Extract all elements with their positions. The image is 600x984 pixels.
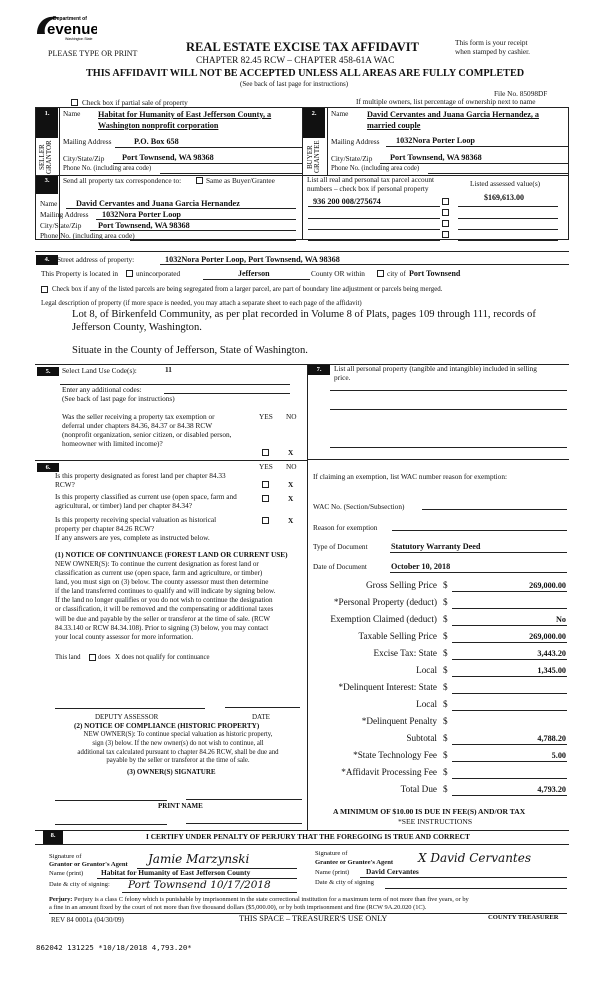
- section-4-number: 4.: [36, 255, 58, 265]
- deputy-assessor-label: DEPUTY ASSESSOR: [95, 713, 159, 721]
- legal-description-2: Jefferson County, Washington.: [72, 322, 202, 333]
- section-5-number: 5.: [37, 367, 59, 376]
- forest-no-mark[interactable]: X: [288, 480, 294, 489]
- notice-continuance-title: (1) NOTICE OF CONTINUANCE (FOREST LAND OR CURRENT USE): [55, 550, 288, 559]
- additional-codes-label: Enter any additional codes:: [62, 385, 142, 394]
- same-as-buyer-checkbox[interactable]: [196, 177, 203, 184]
- perjury-label: Perjury:: [49, 896, 73, 903]
- yes-header: YES: [259, 412, 273, 421]
- buyer-side-label: BUYER GRANTEE: [306, 140, 321, 174]
- historic-no-mark[interactable]: X: [288, 516, 294, 525]
- file-no: File No. 85098DF: [494, 89, 548, 98]
- parcel-header-2: numbers – check box if personal property: [307, 184, 429, 193]
- grantee-name[interactable]: David Cervantes: [366, 867, 419, 876]
- street-label: Street address of property:: [57, 255, 135, 264]
- historic-question-2: property per chapter 84.26 RCW?: [55, 524, 155, 533]
- section-3-number: 3.: [36, 176, 58, 194]
- county-treasurer: COUNTY TREASURER: [488, 914, 559, 921]
- land-use-code[interactable]: 11: [165, 365, 172, 374]
- historic-yes-checkbox[interactable]: [262, 517, 269, 524]
- exemption-question-3: (nonprofit organization, senior citizen, or disabled person,: [62, 430, 232, 439]
- section-1-number: 1.: [36, 108, 58, 138]
- dollar-sign: $: [443, 750, 448, 760]
- unincorporated-label: unincorporated: [136, 269, 181, 278]
- tax-row-label: *Delinquent Penalty: [361, 716, 437, 726]
- tax-row-value[interactable]: 3,443.20: [537, 649, 566, 658]
- cashier-stamp: 862042 131225 *10/18/2018 4,793.20*: [36, 943, 192, 952]
- revenue-logo: [35, 12, 97, 42]
- receipt-note: This form is your receipt: [455, 38, 528, 47]
- legal-description: Lot 8, of Birkenfeld Community, as per plat recorded in Volume 8 of Plats, pages 109 through 111, records of: [72, 309, 536, 320]
- dollar-sign: $: [443, 580, 448, 590]
- tax-row-label: Subtotal: [406, 733, 437, 743]
- tax-row-label: Total Due: [400, 784, 437, 794]
- dollar-sign: $: [443, 597, 448, 607]
- tax-row-line: [452, 795, 567, 796]
- see-instructions: *SEE INSTRUCTIONS: [398, 817, 473, 826]
- tax-row-value[interactable]: 4,788.20: [537, 734, 566, 743]
- revision-label: REV 84 0001a (04/30/09): [51, 916, 124, 924]
- seller-mail-label: Mailing Address: [63, 137, 112, 146]
- wac-label: WAC No. (Section/Subsection): [313, 502, 405, 511]
- warning: THIS AFFIDAVIT WILL NOT BE ACCEPTED UNLESS ALL AREAS ARE FULLY COMPLETED: [86, 68, 525, 79]
- dollar-sign: $: [443, 665, 448, 675]
- tax-row-value[interactable]: 5.00: [551, 751, 566, 760]
- segregated-checkbox[interactable]: [41, 286, 48, 293]
- send-correspondence-label: Send all property tax correspondence to:: [63, 176, 182, 185]
- tax-row-line: [452, 693, 567, 694]
- dollar-sign: $: [443, 716, 448, 726]
- buyer-mail-label: Mailing Address: [331, 137, 380, 146]
- tax-row-value[interactable]: 1,345.00: [537, 666, 566, 675]
- parcel-number[interactable]: 936 200 008/275674: [313, 197, 381, 206]
- dollar-sign: $: [443, 767, 448, 777]
- current-use-question-2: agricultural, or timber) land per chapter 84.34?: [55, 501, 192, 510]
- section-7-number: 7.: [308, 365, 330, 375]
- exemption-question-4: homeowner with limited income)?: [62, 439, 163, 448]
- exemption-question-2: deferral under chapters 84.36, 84.37 or 84.38 RCW: [62, 421, 213, 430]
- grantor-agent-label: Grantor or Grantor's Agent: [49, 861, 128, 868]
- does-label: does: [98, 654, 111, 661]
- exemption-question: Was the seller receiving a property tax exemption or: [62, 412, 215, 421]
- dollar-sign: $: [443, 733, 448, 743]
- city-checkbox[interactable]: [377, 270, 384, 277]
- personal-property-label: List all personal property (tangible and intangible) included in selling: [334, 364, 537, 373]
- sig-of-label: Signature of: [315, 850, 348, 857]
- assessed-header: Listed assessed value(s): [470, 179, 541, 188]
- treasurer-space: THIS SPACE – TREASURER'S USE ONLY: [239, 914, 388, 923]
- tax-row-line: [452, 608, 567, 609]
- seller-side-label: SELLER GRANTOR: [38, 140, 53, 174]
- perjury-text-2: a fine in an amount fixed by the court of not more than five thousand dollars ($5,000.00), or by both imprisonment and fine (RCW 9A.20.020 (1C).: [49, 904, 427, 911]
- seller-city[interactable]: Port Townsend, WA 98368: [122, 153, 214, 162]
- dollar-sign: $: [443, 631, 448, 641]
- notice-compliance-title: (2) NOTICE OF COMPLIANCE (HISTORIC PROPERTY): [74, 722, 260, 730]
- buyer-city[interactable]: Port Townsend, WA 98368: [390, 153, 482, 162]
- street-address[interactable]: 1032Nora Porter Loop, Port Townsend, WA 98368: [165, 255, 340, 264]
- tax-city[interactable]: Port Townsend, WA 98368: [98, 221, 190, 230]
- multiple-owners-note: If multiple owners, list percentage of ownership next to name: [356, 97, 536, 106]
- buyer-phone-label: Phone No. (including area code): [331, 165, 420, 172]
- svg-text:Department of: Department of: [53, 16, 87, 22]
- doc-date[interactable]: October 10, 2018: [391, 562, 451, 571]
- tax-row-label: *Delinquent Interest: State: [338, 682, 437, 692]
- legal-description-3: Situate in the County of Jefferson, State of Washington.: [72, 345, 308, 356]
- tax-row-line: [452, 761, 567, 762]
- tax-name[interactable]: David Cervantes and Juana Garcia Hernandez: [76, 199, 240, 208]
- form-chapter: CHAPTER 82.45 RCW – CHAPTER 458-61A WAC: [196, 56, 395, 66]
- current-use-no-mark[interactable]: X: [288, 494, 294, 503]
- certify-statement: I CERTIFY UNDER PENALTY OF PERJURY THAT THE FOREGOING IS TRUE AND CORRECT: [146, 832, 470, 841]
- personal-property-label-2: price.: [334, 373, 351, 382]
- doc-type[interactable]: Statutory Warranty Deed: [391, 542, 481, 551]
- section-8-number: 8.: [43, 830, 63, 844]
- tax-row-label: Local: [416, 699, 437, 709]
- tax-row-label: Taxable Selling Price: [358, 631, 437, 641]
- personal-property-checkbox[interactable]: [442, 220, 449, 227]
- current-use-question: Is this property classified as current use (open space, farm and: [55, 492, 237, 501]
- assessed-value[interactable]: $169,613.00: [484, 193, 524, 202]
- tax-row-line: [452, 676, 567, 677]
- tax-row-value[interactable]: 4,793.20: [537, 785, 566, 794]
- segregated-label: Check box if any of the listed parcels are being segregated from a larger parcel, are part of boundary line adjustment or parcels being merged.: [52, 286, 443, 293]
- tax-row-label: Excise Tax: State: [373, 648, 437, 658]
- yes-header: YES: [259, 462, 273, 471]
- this-land-label: This land: [55, 654, 81, 661]
- grantee-name-print-label: Name (print): [315, 869, 350, 876]
- tax-row-label: *Affidavit Processing Fee: [341, 767, 437, 777]
- dollar-sign: $: [443, 648, 448, 658]
- tax-row-line: [452, 744, 567, 745]
- doc-date-label: Date of Document: [313, 562, 367, 571]
- tax-phone-label: Phone No. (including area code): [40, 231, 135, 240]
- grantor-date-label: Date & city of signing:: [49, 881, 110, 888]
- buyer-name-label: Name: [331, 109, 349, 118]
- parcel-header: List all real and personal tax parcel account: [307, 175, 435, 184]
- buyer-name[interactable]: David Cervantes and Juana Garcia Hernandez, a: [367, 110, 540, 119]
- tax-row-line: [452, 778, 567, 779]
- seller-name-label: Name: [63, 109, 81, 118]
- dollar-sign: $: [443, 682, 448, 692]
- dollar-sign: $: [443, 699, 448, 709]
- tax-row-value[interactable]: No: [555, 615, 566, 624]
- doc-type-label: Type of Document: [313, 542, 368, 551]
- does-qualify-checkbox[interactable]: [89, 654, 96, 661]
- owner-signature-label: (3) OWNER(S) SIGNATURE: [127, 768, 216, 776]
- unincorporated-checkbox[interactable]: [126, 270, 133, 277]
- minimum-note: A MINIMUM OF $10.00 IS DUE IN FEE(S) AND/OR TAX: [333, 807, 526, 816]
- grantee-agent-label: Grantee or Grantee's Agent: [315, 859, 394, 866]
- forest-yes-checkbox[interactable]: [262, 481, 269, 488]
- tax-mail-label: Mailing Address: [40, 210, 89, 219]
- forest-question: Is this property designated as forest land per chapter 84.33: [55, 471, 226, 480]
- section-2-number: 2.: [303, 108, 325, 138]
- grantor-signature[interactable]: Jamie Marzynski: [148, 852, 250, 866]
- tax-row-label: *Personal Property (deduct): [333, 597, 437, 607]
- notice-continuance-text: NEW OWNER(S): To continue the current designation as forest land or classification as current use (open space, farm and agriculture, or timber) land, you must sign on (3) below. The county assessor must then determine if the land transferred continues to qualify and will indicate by signing below. If the land no longer qualifies or you do not wish to continue the designation or classification, it will be removed and the compensating or additional taxes will be due and payable by the seller or transferor at the time of sale. (RCW 84.33.140 or RCW 84.34.108). Prior to signing (3) below, you may contact your local county assessor for more information.: [55, 560, 276, 641]
- seller-mail[interactable]: P.O. Box 658: [134, 137, 179, 146]
- seller-city-label: City/State/Zip: [63, 154, 105, 163]
- see-back: (See back of last page for instructions): [240, 80, 349, 88]
- sig-of-label: Signature of: [49, 853, 82, 860]
- exemption-yes-checkbox[interactable]: [262, 449, 269, 456]
- forest-question-2: RCW?: [55, 480, 75, 489]
- tax-row-line: [452, 659, 567, 660]
- date-label: DATE: [252, 713, 270, 721]
- buyer-mail[interactable]: 1032Nora Porter Loop: [396, 136, 475, 145]
- perjury-text: Perjury is a class C felony which is punishable by imprisonment in the state correctional institution for a maximum term of not more than five years, or by: [74, 896, 469, 903]
- exemption-claim-label: If claiming an exemption, list WAC number reason for exemption:: [313, 472, 507, 481]
- receipt-note: when stamped by cashier.: [455, 47, 530, 56]
- partial-label: Check box if partial sale of property: [82, 98, 188, 107]
- located-label: This Property is located in: [41, 269, 119, 278]
- land-use-label: Select Land Use Code(s):: [62, 366, 137, 375]
- partial-sale-checkbox[interactable]: [71, 99, 78, 106]
- see-back-note: (See back of last page for instructions): [62, 394, 175, 403]
- tax-name-label: Name: [40, 199, 58, 208]
- same-as-buyer-label: Same as Buyer/Grantee: [206, 176, 275, 185]
- tax-row-value[interactable]: 269,000.00: [529, 581, 566, 590]
- grantee-signature[interactable]: X David Cervantes: [418, 851, 532, 865]
- dollar-sign: $: [443, 784, 448, 794]
- grantee-date-label: Date & city of signing: [315, 879, 374, 886]
- tax-row-line: [452, 642, 567, 643]
- seller-name[interactable]: Habitat for Humanity of East Jefferson County, a: [98, 110, 272, 119]
- seller-phone-label: Phone No. (including area code): [63, 165, 152, 172]
- form-title: REAL ESTATE EXCISE TAX AFFIDAVIT: [186, 40, 419, 54]
- tax-row-label: Gross Selling Price: [366, 580, 437, 590]
- tax-row-value[interactable]: 269,000.00: [529, 632, 566, 641]
- dollar-sign: $: [443, 614, 448, 624]
- personal-property-checkbox[interactable]: [442, 209, 449, 216]
- tax-mail[interactable]: 1032Nora Porter Loop: [102, 210, 181, 219]
- if-yes-note: If any answers are yes, complete as instructed below.: [55, 533, 210, 542]
- reason-label: Reason for exemption: [313, 523, 378, 532]
- tax-row-line: [452, 710, 567, 711]
- tax-row-label: Exemption Claimed (deduct): [330, 614, 437, 624]
- svg-text:Washington State: Washington State: [65, 37, 93, 41]
- grantor-date-city[interactable]: Port Townsend 10/17/2018: [128, 879, 271, 891]
- svg-text:evenue: evenue: [47, 21, 97, 38]
- seller-name-2[interactable]: Washington nonprofit corporation: [98, 121, 219, 130]
- does-not-label: X does not qualify for continuance: [115, 654, 210, 661]
- current-use-yes-checkbox[interactable]: [262, 495, 269, 502]
- personal-property-checkbox[interactable]: [442, 231, 449, 238]
- county-or-label: County OR within: [311, 269, 365, 278]
- notice-compliance-text: NEW OWNER(S): To continue special valuation as historic property, sign (3) below. If the new owner(s) do not wish to continue, all additional tax calculated pursuant to chapter 84.26 RCW, shall be due and payable by the seller or transferor at the time of sale.: [77, 731, 279, 765]
- print-name-label: PRINT NAME: [158, 802, 203, 810]
- county-value[interactable]: Jefferson: [238, 269, 270, 278]
- section-6-number: 6.: [37, 463, 59, 472]
- personal-property-checkbox[interactable]: [442, 198, 449, 205]
- grantor-name-print-label: Name (print): [49, 870, 84, 877]
- legal-description-label: Legal description of property (if more space is needed, you may attach a separate sheet to each page of the affidavit): [41, 300, 362, 307]
- no-header: NO: [286, 412, 297, 421]
- grantor-name[interactable]: Habitat for Humanity of East Jefferson County: [101, 868, 251, 877]
- tax-row-line: [452, 625, 567, 626]
- buyer-city-label: City/State/Zip: [331, 154, 373, 163]
- tax-row-label: *State Technology Fee: [353, 750, 437, 760]
- city-of-label: city of: [387, 269, 406, 278]
- buyer-name-2[interactable]: married couple: [367, 121, 421, 130]
- exemption-no-mark[interactable]: X: [288, 448, 294, 457]
- tax-row-line: [452, 591, 567, 592]
- please-type: PLEASE TYPE OR PRINT: [48, 49, 138, 58]
- tax-row-label: Local: [416, 665, 437, 675]
- city-value[interactable]: Port Townsend: [409, 269, 461, 278]
- tax-city-label: City/State/Zip: [40, 221, 82, 230]
- historic-question: Is this property receiving special valuation as historical: [55, 515, 217, 524]
- no-header: NO: [286, 462, 297, 471]
